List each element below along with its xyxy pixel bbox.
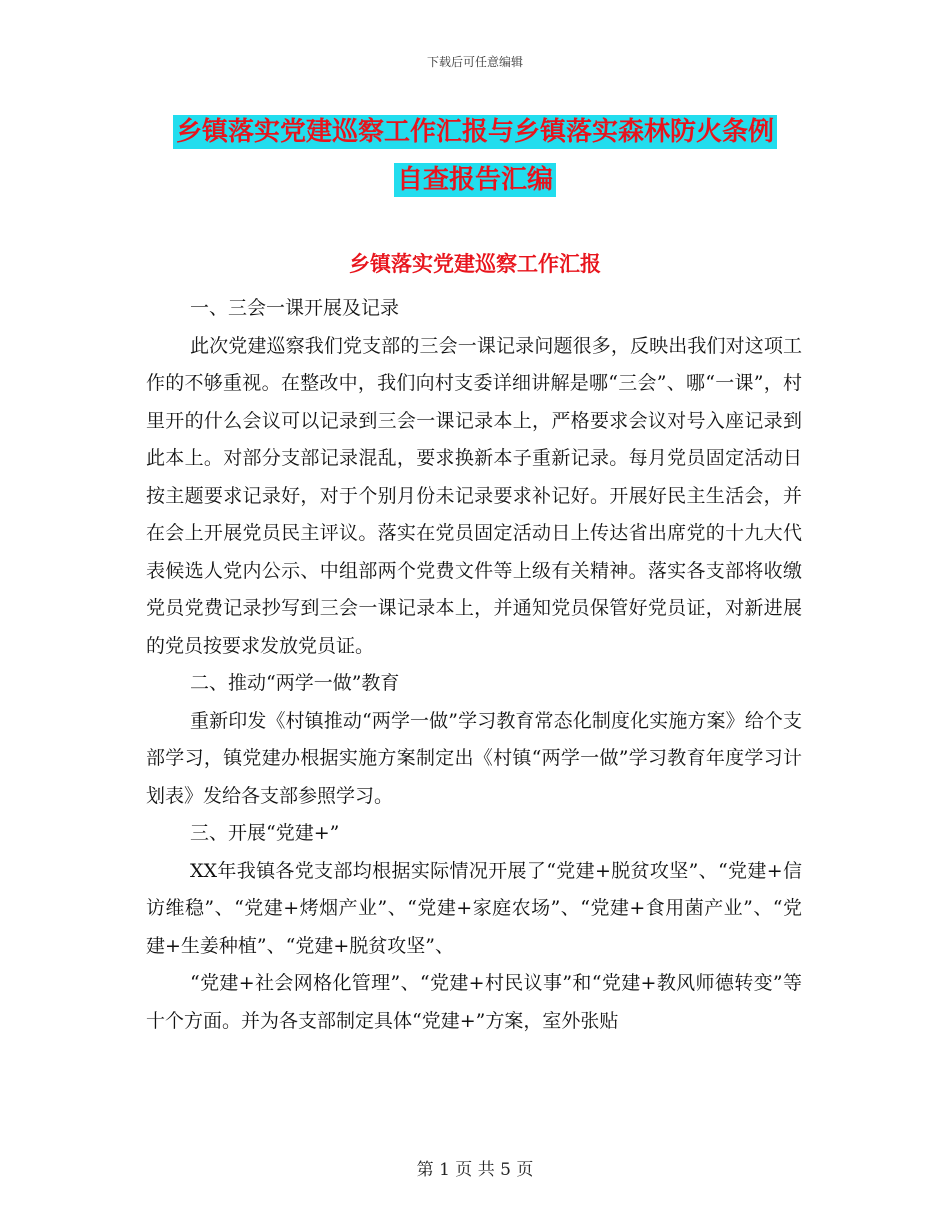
heading-3: 三、开展“党建+” xyxy=(190,822,340,844)
paragraph-3: XX年我镇各党支部均根据实际情况开展了“党建+脱贫攻坚”、“党建+信访维稳”、“党建+烤烟产业”、“党建+家庭农场”、“党建+食用菌产业”、“党建+生姜种植”、“党建+脱贫攻坚”、 xyxy=(146,859,802,957)
page-footer: 第 1 页 共 5 页 xyxy=(416,1160,534,1180)
document-title-line1: 乡镇落实党建巡察工作汇报与乡镇落实森林防火条例 xyxy=(173,115,777,149)
paragraph-1: 此次党建巡察我们党支部的三会一课记录问题很多，反映出我们对这项工作的不够重视。在整改中，我们向村支委详细讲解是哪“三会”、哪“一课”，村里开的什么会议可以记录到三会一课记录本上，严格要求会议对号入座记录到此本上。对部分支部记录混乱，要求换新本子重新记录。每月党员固定活动日按主题要求记录好，对于个别月份未记录要求补记好。开展好民主生活会，并在会上开展党员民主评议。落实在党员固定活动日上传达省出席党的十九大代表候选人党内公示、中组部两个党费文件等上级有关精神。落实各支部将收缴党员党费记录抄写到三会一课记录本上，并通知党员保管好党员证，对新进展的党员按要求发放党员证。 xyxy=(146,334,802,657)
document-title xyxy=(0,108,950,204)
paragraph-2: 重新印发《村镇推动“两学一做”学习教育常态化制度化实施方案》给个支部学习，镇党建办根据实施方案制定出《村镇“两学一做”学习教育年度学习计划表》发给各支部参照学习。 xyxy=(146,709,802,807)
document-title-line2: 自查报告汇编 xyxy=(394,163,556,197)
heading-1: 一、三会一课开展及记录 xyxy=(190,297,400,319)
section-title: 乡镇落实党建巡察工作汇报 xyxy=(349,252,601,276)
body-text xyxy=(146,290,802,1040)
heading-2: 二、推动“两学一做”教育 xyxy=(190,672,400,694)
paragraph-4: “党建+社会网格化管理”、“党建+村民议事”和“党建+教风师德转变”等十个方面。并为各支部制定具体“党建+”方案，室外张贴 xyxy=(146,972,802,1032)
page-header: 下载后可任意编辑 xyxy=(426,55,523,69)
